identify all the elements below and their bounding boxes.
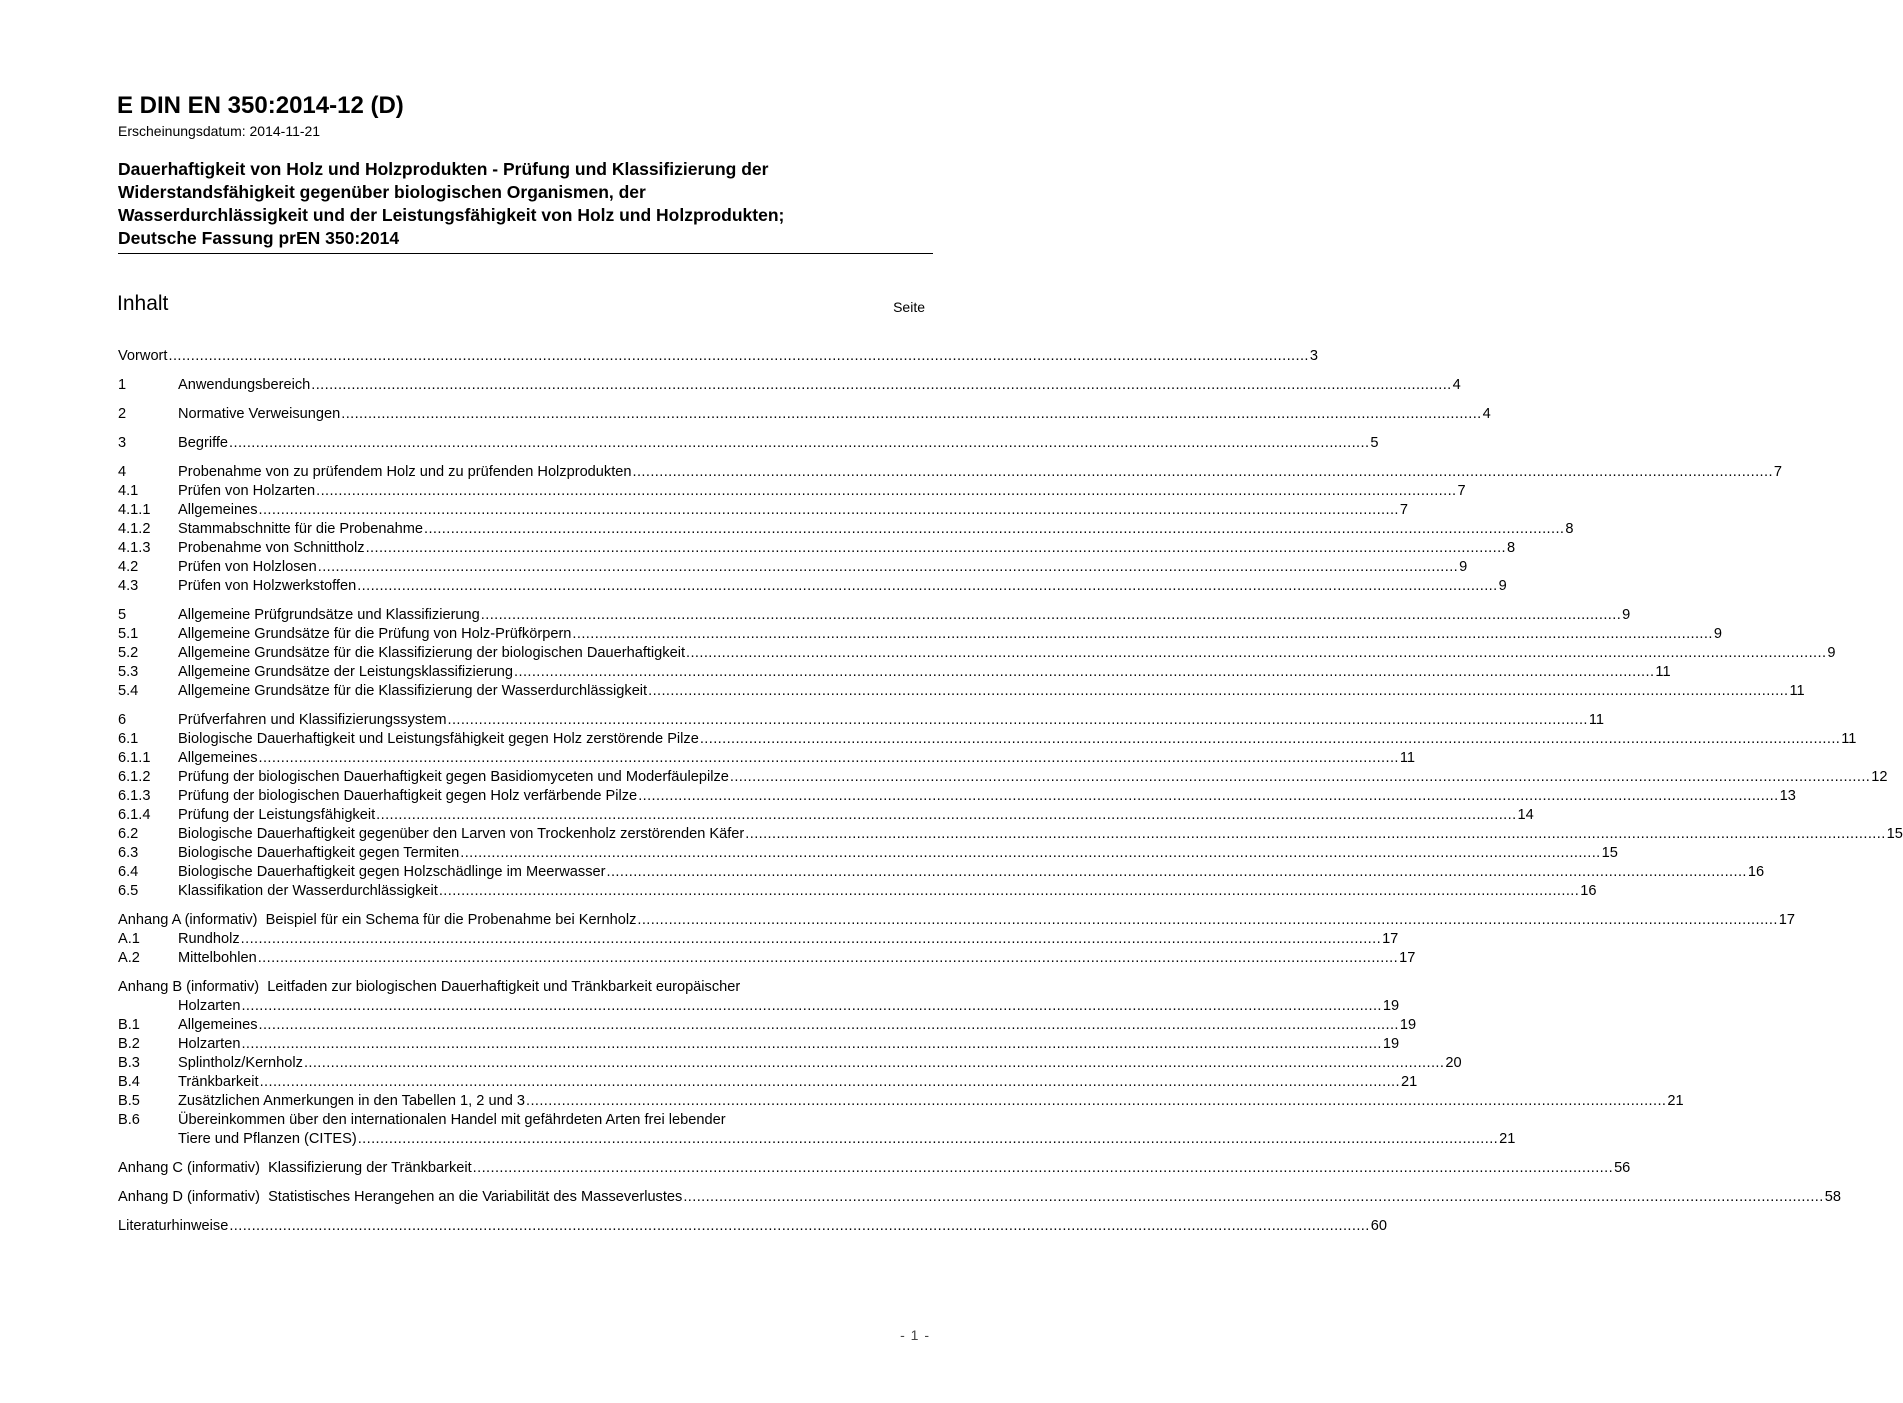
annex-informative-tag: (informativ) [186,1160,260,1176]
dot-leader [700,730,1840,749]
toc-entry-b-6-continued[interactable] [118,1130,1516,1149]
toc-entry-3[interactable] [118,434,1379,453]
toc-entry-6-4[interactable] [118,863,1765,882]
toc-entry-6-1-1[interactable] [118,749,1416,768]
dot-leader [447,711,1587,730]
toc-entry-number: B.1 [118,1017,140,1033]
toc-entry-page: 15 [1601,845,1618,861]
dot-leader [572,625,1712,644]
dot-leader [686,644,1826,663]
toc-entry-number: 6.1.4 [118,807,151,823]
document-id: E DIN EN 350:2014-12 (D) [117,92,404,119]
toc-entry-label: Probenahme von zu prüfendem Holz und zu prüfenden Holzprodukten [178,464,632,480]
toc-entry-number: 5.2 [118,645,139,661]
annex-prefix: Anhang A [118,912,181,928]
toc-entry-4-3[interactable] [118,577,1507,596]
toc-entry-page: 9 [1713,626,1722,642]
dot-leader [259,1016,1399,1035]
toc-entry-page: 12 [1871,769,1888,785]
toc-entry-annex-b[interactable] [118,978,931,997]
dot-leader [241,997,1381,1016]
toc-entry-number: 1 [118,377,127,393]
toc-entry-6[interactable] [118,711,1605,730]
dot-leader [745,825,1885,844]
toc-entry-page: 8 [1506,540,1516,556]
toc-entry-label: Prüfen von Holzwerkstoffen [178,578,357,594]
dot-leader [358,1130,1498,1149]
toc-entry-label [118,1188,682,1207]
toc-entry-page: 4 [1482,406,1491,422]
toc-entry-number: B.4 [118,1074,140,1090]
toc-entry-label: Biologische Dauerhaftigkeit und Leistungsfähigkeit gegen Holz zerstörende Pilze [178,731,699,747]
dot-leader [316,482,1456,501]
toc-entry-vorwort[interactable] [118,347,1318,366]
toc-entry-page: 8 [1565,521,1574,537]
toc-entry-number: 4.2 [118,559,139,575]
toc-entry-page: 9 [1827,645,1836,661]
toc-entry-page: 19 [1382,1036,1400,1052]
toc-entry-label: Prüfen von Holzlosen [178,559,317,575]
toc-entry-2[interactable] [118,405,1491,424]
toc-entry-5[interactable] [118,606,1631,625]
toc-entry-label: Anwendungsbereich [178,377,311,393]
toc-entry-page: 17 [1399,950,1416,966]
toc-entry-b-6[interactable] [118,1111,931,1130]
title-line: Widerstandsfähigkeit gegenüber biologischen Organismen, der [118,182,646,202]
table-of-contents [118,347,1903,1236]
toc-entry-page: 7 [1457,483,1466,499]
toc-entry-page: 19 [1399,1017,1417,1033]
toc-entry-6-5[interactable] [118,882,1597,901]
toc-entry-annex-d[interactable] [118,1188,1841,1207]
dot-leader [481,606,1621,625]
toc-entry-label: Holzarten [178,998,241,1014]
dot-leader [514,663,1654,682]
title-line: Deutsche Fassung prEN 350:2014 [118,228,400,248]
publication-date: Erscheinungsdatum: 2014-11-21 [118,123,321,139]
toc-entry-page: 7 [1399,502,1409,518]
dot-leader [341,405,1481,424]
toc-entry-page: 11 [1588,712,1605,728]
toc-entry-page: 9 [1622,607,1631,623]
toc-entry-literaturhinweise[interactable] [118,1217,1387,1236]
toc-entry-5-1[interactable] [118,625,1722,644]
dot-leader [260,1073,1400,1092]
toc-entry-label: Splintholz/Kernholz [178,1055,303,1071]
dot-leader [607,863,1747,882]
toc-entry-number: 6.1 [118,731,139,747]
toc-entry-label: Allgemeine Grundsätze der Leistungsklassifizierung [178,664,514,680]
toc-entry-label: Begriffe [178,435,229,451]
toc-entry-5-2[interactable] [118,644,1836,663]
toc-entry-number: 4.1.1 [118,502,151,518]
dot-leader [168,347,1308,366]
toc-entry-annex-c[interactable] [118,1159,1631,1178]
dot-leader [229,434,1369,453]
toc-entry-page: 17 [1382,931,1399,947]
toc-entry-number: 5.3 [118,664,139,680]
toc-entry-4-1-3[interactable] [118,539,1516,558]
toc-entry-label: Rundholz [178,931,240,947]
toc-entry-label: Vorwort [118,348,168,364]
toc-entry-number: 5.1 [118,626,139,642]
toc-entry-number: 6.3 [118,845,139,861]
toc-entry-4-1-2[interactable] [118,520,1574,539]
toc-entry-number: 4 [118,464,127,480]
toc-entry-label: Stammabschnitte für die Probenahme [178,521,423,537]
dot-leader [526,1092,1666,1111]
dot-leader [241,930,1381,949]
toc-entry-6-1-3[interactable] [118,787,1796,806]
toc-entry-label: Prüfung der biologischen Dauerhaftigkeit gegen Holz verfärbende Pilze [178,788,638,804]
toc-entry-page: 20 [1445,1055,1462,1071]
toc-entry-6-3[interactable] [118,844,1618,863]
toc-entry-b-4[interactable] [118,1073,1418,1092]
dot-leader [424,520,1564,539]
toc-entry-label: Klassifikation der Wasserdurchlässigkeit [178,883,438,899]
toc-entry-number: 6.1.1 [118,750,151,766]
dot-leader [683,1188,1823,1207]
toc-entry-a-1[interactable] [118,930,1399,949]
toc-entry-b-2[interactable] [118,1035,1400,1054]
toc-entry-label: Allgemeine Prüfgrundsätze und Klassifizierung [178,607,480,623]
dot-leader [376,806,1516,825]
toc-entry-label: Übereinkommen über den internationalen Handel mit gefährdeten Arten frei lebender [178,1112,726,1128]
toc-entry-6-1[interactable] [118,730,1857,749]
toc-entry-label: Probenahme von Schnittholz [178,540,365,556]
toc-entry-a-2[interactable] [118,949,1416,968]
toc-entry-number: 4.1.2 [118,521,151,537]
toc-entry-number: 6.5 [118,883,139,899]
toc-entry-number: 2 [118,406,127,422]
toc-entry-6-1-2[interactable] [118,768,1888,787]
annex-title: Beispiel für ein Schema für die Probenahme bei Kernholz [265,912,637,928]
toc-entry-label: Prüfung der biologischen Dauerhaftigkeit gegen Basidiomyceten und Moderfäulepilze [178,769,729,785]
toc-entry-6-2[interactable] [118,825,1903,844]
toc-entry-page: 16 [1747,864,1765,880]
toc-entry-label: Allgemeines [178,502,258,518]
toc-entry-number: B.5 [118,1093,140,1109]
toc-entry-4-2[interactable] [118,558,1468,577]
toc-entry-number: B.3 [118,1055,140,1071]
toc-entry-number: 3 [118,435,127,451]
toc-entry-number: 6.1.3 [118,788,151,804]
toc-entry-number: A.2 [118,950,140,966]
toc-page-column-label: Seite [893,299,925,315]
toc-entry-4-1-1[interactable] [118,501,1409,520]
toc-entry-page: 19 [1382,998,1400,1014]
dot-leader [473,1159,1613,1178]
toc-entry-annex-a[interactable] [118,911,1796,930]
toc-entry-label: Allgemeine Grundsätze für die Prüfung von Holz-Prüfkörpern [178,626,572,642]
toc-entry-b-3[interactable] [118,1054,1462,1073]
toc-entry-page: 3 [1309,348,1318,364]
toc-entry-1[interactable] [118,376,1461,395]
toc-entry-6-1-4[interactable] [118,806,1534,825]
document-title [118,158,933,254]
dot-leader [229,1217,1369,1236]
annex-title: Statistisches Herangehen an die Variabilität des Masseverlustes [268,1189,683,1205]
toc-entry-label: Prüfung der Leistungsfähigkeit [178,807,376,823]
toc-entry-page: 21 [1667,1093,1684,1109]
toc-entry-label: Allgemeine Grundsätze für die Klassifizierung der biologischen Dauerhaftigkeit [178,645,686,661]
dot-leader [648,682,1788,701]
dot-leader [259,501,1399,520]
toc-entry-label: Biologische Dauerhaftigkeit gegenüber den Larven von Trockenholz zerstörenden Käfer [178,826,745,842]
toc-entry-page: 21 [1400,1074,1418,1090]
annex-informative-tag: (informativ) [184,912,258,928]
toc-entry-number: 6.2 [118,826,139,842]
toc-entry-page: 5 [1370,435,1379,451]
toc-entry-number: 6.4 [118,864,139,880]
dot-leader [439,882,1579,901]
toc-heading: Inhalt [117,292,169,315]
toc-entry-4-1[interactable] [118,482,1466,501]
toc-entry-page: 9 [1498,578,1507,594]
toc-entry-page: 11 [1399,750,1416,766]
toc-entry-label: Biologische Dauerhaftigkeit gegen Termiten [178,845,460,861]
annex-title: Leitfaden zur biologischen Dauerhaftigkeit und Tränkbarkeit europäischer [267,979,741,995]
toc-entry-label [118,1159,472,1178]
toc-entry-page: 56 [1614,1160,1631,1176]
dot-leader [241,1035,1381,1054]
toc-entry-page: 17 [1778,912,1796,928]
toc-entry-label: Mittelbohlen [178,950,257,966]
dot-leader [637,911,1777,930]
dot-leader [638,787,1778,806]
toc-entry-label: Tiere und Pflanzen (CITES) [178,1131,357,1147]
toc-entry-page: 7 [1773,464,1783,480]
toc-entry-b-5[interactable] [118,1092,1684,1111]
toc-entry-label: Prüfverfahren und Klassifizierungssystem [178,712,447,728]
toc-entry-page: 9 [1459,559,1468,575]
toc-entry-number: 5.4 [118,683,139,699]
toc-entry-label: Allgemeine Grundsätze für die Klassifizierung der Wasserdurchlässigkeit [178,683,648,699]
toc-entry-number: 6 [118,712,127,728]
dot-leader [304,1054,1444,1073]
toc-entry-label: Prüfen von Holzarten [178,483,316,499]
toc-entry-number: 6.1.2 [118,769,151,785]
toc-entry-page: 11 [1841,731,1857,747]
toc-entry-number: 4.1.3 [118,540,151,556]
toc-entry-page: 60 [1370,1218,1387,1234]
dot-leader [366,539,1506,558]
toc-entry-number: A.1 [118,931,140,947]
dot-leader [258,949,1398,968]
dot-leader [318,558,1458,577]
annex-prefix: Anhang D [118,1189,183,1205]
toc-entry-page: 16 [1580,883,1597,899]
toc-entry-label: Literaturhinweise [118,1218,229,1234]
page-number: - 1 - [900,1327,930,1343]
toc-entry-4[interactable] [118,463,1783,482]
toc-entry-label: Normative Verweisungen [178,406,341,422]
dot-leader [460,844,1600,863]
toc-entry-label: Biologische Dauerhaftigkeit gegen Holzschädlinge im Meerwasser [178,864,606,880]
toc-entry-page: 21 [1499,1131,1516,1147]
dot-leader [730,768,1870,787]
toc-entry-page: 58 [1824,1189,1841,1205]
toc-entry-page: 4 [1452,377,1461,393]
dot-leader [633,463,1773,482]
toc-entry-5-4[interactable] [118,682,1805,701]
toc-entry-page: 15 [1886,826,1903,842]
toc-entry-label: Allgemeines [178,750,258,766]
annex-title: Klassifizierung der Tränkbarkeit [268,1160,472,1176]
toc-entry-page: 14 [1517,807,1534,823]
title-line: Dauerhaftigkeit von Holz und Holzprodukten - Prüfung und Klassifizierung der [118,159,769,179]
toc-entry-label: Holzarten [178,1036,241,1052]
toc-entry-number: B.6 [118,1112,140,1128]
toc-entry-page: 13 [1779,788,1796,804]
toc-entry-page: 11 [1655,664,1671,680]
dot-leader [259,749,1399,768]
toc-entry-label: Tränkbarkeit [178,1074,259,1090]
toc-entry-number: B.2 [118,1036,140,1052]
toc-entry-number: 4.3 [118,578,139,594]
dot-leader [357,577,1497,596]
annex-prefix: Anhang B [118,979,183,995]
toc-entry-label: Zusätzlichen Anmerkungen in den Tabellen 1, 2 und 3 [178,1093,525,1109]
toc-entry-annex-b-continued[interactable] [118,997,1400,1016]
annex-informative-tag: (informativ) [186,979,260,995]
toc-entry-number: 5 [118,607,127,623]
title-line: Wasserdurchlässigkeit und der Leistungsfähigkeit von Holz und Holzprodukten; [118,205,785,225]
toc-entry-b-1[interactable] [118,1016,1417,1035]
toc-entry-label: Allgemeines [178,1017,258,1033]
toc-entry-5-3[interactable] [118,663,1671,682]
annex-informative-tag: (informativ) [186,1189,260,1205]
annex-prefix: Anhang C [118,1160,183,1176]
toc-entry-page: 11 [1789,683,1805,699]
dot-leader [311,376,1451,395]
toc-entry-number: 4.1 [118,483,139,499]
toc-entry-label [118,911,636,930]
